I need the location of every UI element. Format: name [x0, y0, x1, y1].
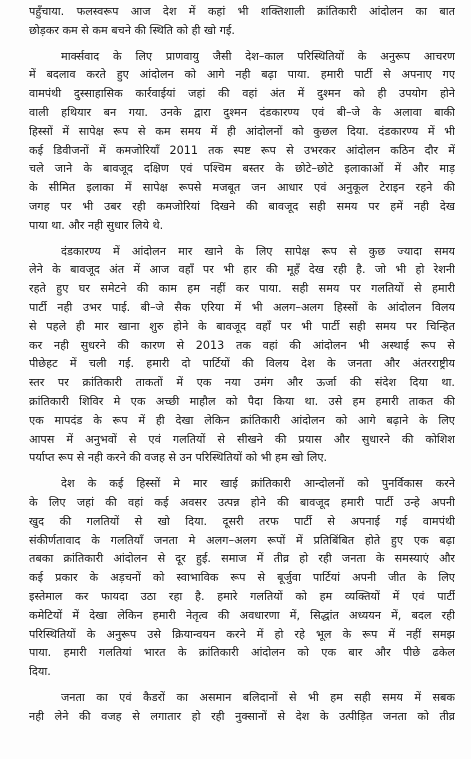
text-line: आपस में अनुभवों से एवं गलतियों से सीखने की प्रयास और सुधारने की कोशिश — [29, 432, 455, 446]
paragraph — [29, 48, 455, 236]
text-line: एक मापदंड के रूप में ही देखा लेकिन क्रांतिकारी आंदोलन को आगे बढ़ाने के लिए — [29, 413, 455, 427]
text-line: लेने के बावजूद अंत में आज वहाँ पर भी हार की मूहँ देख रही है. जो भी हो रेशनी — [29, 263, 455, 277]
text-line: खुद की गलतियों से खो दिया. दूसरी तरफ पार्टी से अपनाई गई वामपंथी — [29, 514, 455, 528]
text-line: छोड़कर कम से कम बचने की स्थिति को ही खो गई. — [29, 23, 235, 37]
text-line: संकीर्णतावाद के गलतियाँ जनता मे अलग–अलग रूपों में प्रतिबिंबित होते हुए एक बढ़ा — [29, 533, 455, 547]
text-line: पहुँचाया. फलस्वरूप आज देश में कहां भी शक्तिशाली क्रांतिकारी आंदोलन का बात — [29, 5, 455, 18]
text-line: चले जाने के बावजूद दक्षिण एवं पश्चिम बस्तर के छोटे–छोटे इलाकाओं में और माड़ — [29, 162, 455, 176]
text-line: पर्याप्त रूप से नही करने की वजह से उन परिस्थितियों को भी हम खो लिए. — [29, 451, 328, 465]
paragraph — [29, 475, 455, 682]
text-line: के सीमित इलाका में सापेक्ष रूपसे मजबूत जन आधार एवं अनुकूल टेराइन रहने की — [29, 181, 455, 195]
text-line: परिस्थितियों के अनुरूप उसे क्रियान्वयन करने में हो रहे भूल के रूप में नहीं समझ — [29, 627, 455, 641]
text-line: नही लेने की वजह से लगातार हो रही नुक्सानों से देश के उत्पीड़ित जनता को तीव्र — [29, 709, 455, 723]
text-line: वामपंथी दुस्साहासिक कार्रवाईयां जहां की वहां अंत में दुश्मन को ही उपयोग होने — [29, 87, 455, 101]
text-line: तबका क्रांतिकारी आंदोलन से दूर हुई. समाज में तीव्र हो रही जनता के समस्याएं और — [29, 552, 455, 566]
text-line: पाया था. और नही सुधार लिये थे. — [29, 218, 164, 232]
text-line: देश के कई हिस्सों मे मार खाई क्रांतिकारी आन्दोलनों को पुनर्विकास करने — [61, 477, 455, 491]
paragraph — [29, 243, 455, 469]
text-line: रहते हुए घर समेटने की काम हम नहीं कर पाया. सही समय पर गलतियों से हमारी — [29, 282, 455, 296]
text-line: पीछेहट में चली गई. हमारी दो पार्टियों की विलय देश के जनता और अंतरराष्ट्रीय — [29, 357, 455, 371]
text-line: स्तर पर क्रांतिकारी ताकतों में एक नया उमंग और ऊर्जा की संदेश दिया था. — [29, 376, 455, 390]
text-line: जगह पर भी उबर रही कमजोरियां दिखने की बावजूद सही समय पर हमें नही देख — [29, 199, 455, 213]
text-line: मार्क्सवाद के लिए प्राणवायु जैसी देश–काल परिस्थितियों के अनुरूप आचरण — [61, 49, 455, 63]
text-line: दंडकारण्य में आंदोलन मार खाने के लिए सापेक्ष रूप से कुछ ज्यादा समय — [61, 244, 455, 258]
text-line: पाया. हमारी गलतियां भारत के क्रांतिकारी आंदोलन को एक बार और पीछे ढकेल — [29, 646, 455, 660]
text-line: हिस्सों में सापेक्ष रूप से कम समय में ही आंदोलनों को कुछल दिया. दंडकारण्य में भी — [29, 124, 455, 138]
text-line: क्रांतिकारी शिविर मे एक अच्छी माहौल को पैदा किया था. उसे हम हमारी ताकत की — [29, 394, 455, 408]
text-line: इस्तेमाल कर फायदा उठा रहा है. हमारे गलतियों को हम व्यक्तियों में एवं पार्टी — [29, 589, 455, 603]
text-line: वाली हथियार बन गया. उनके द्वारा दुश्मन दंडकारण्य एवं बी–जे के अलावा बाकी — [29, 105, 455, 119]
text-line: कई प्रकार के अड़चनों को स्वाभाविक रूप से बूर्जुवा पार्टियां अपनी जीत के लिए — [29, 571, 455, 585]
text-line: में बदलाव करते हुए आंदोलन को आगे नही बढ़ा पाया. हमारी पार्टी से अपनाए गए — [29, 68, 455, 82]
text-line: के लिए जहां की वहां कई अवसर उत्पन्न होने की बावजूद हमारी पार्टी उन्हे अपनी — [29, 495, 455, 509]
text-line: से पहले ही मार खाना शुरु होने के बावजूद वहाँ पर भी पार्टी सही समय पर चिन्हित — [29, 319, 455, 333]
text-line: दिया. — [29, 665, 51, 679]
text-line: कमेटियों में देखा लेकिन हमारी नेतृत्व की अवधारणा में, सिद्धांत अध्ययन में, बदल रही — [29, 608, 455, 622]
text-line: पार्टी नही उभर पाई. बी–जे सैक एरिया में भी अलग–अलग हिस्सों के आंदोलन विलय — [29, 300, 455, 314]
paragraph — [29, 3, 455, 41]
text-line: कर नही सुधरने की कारण से 2013 तक वहां की आंदोलन भी अस्थाई रूप से — [29, 338, 455, 352]
text-line: जनता का एवं कैडरों का असमान बलिदानों से भी हम सही समय में सबक — [61, 690, 455, 704]
text-line: कई डिवीजनों में कमजोरियाँ 2011 तक स्पष्ट रूप से उभरकर आंदोलन कठिन दौर में — [29, 143, 455, 157]
paragraph — [29, 689, 455, 727]
